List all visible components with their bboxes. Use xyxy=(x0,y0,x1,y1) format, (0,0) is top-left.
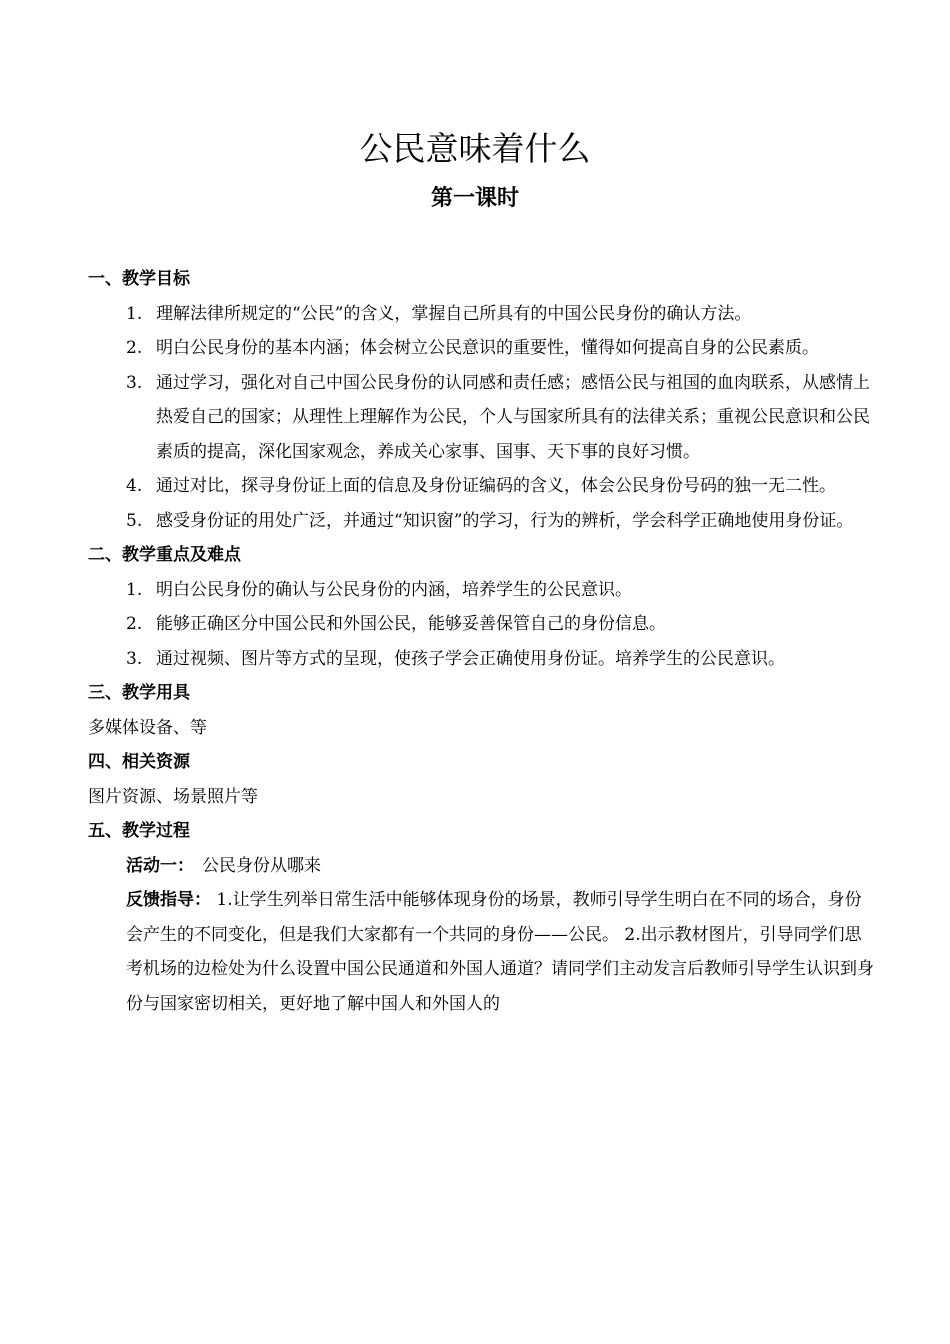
list-item-number: 2. xyxy=(126,338,143,358)
list-item-number: 4. xyxy=(126,476,143,496)
list-item xyxy=(126,366,878,470)
feedback-label: 反馈指导： xyxy=(126,890,211,910)
list-item-number: 3. xyxy=(126,648,143,669)
tools-text: 多媒体设备、等 xyxy=(88,717,207,738)
list-item-text: 理解法律所规定的“公民”的含义，掌握自己所具有的中国公民身份的确认方法。 xyxy=(156,303,752,324)
list-item xyxy=(126,607,878,642)
section-heading-tools: 三、教学用具 xyxy=(88,683,190,703)
activity-text: 公民身份从哪来 xyxy=(202,855,321,876)
goals-list xyxy=(88,297,878,539)
list-item-text: 通过对比，探寻身份证上面的信息及身份证编码的含义，体会公民身份号码的独一无二性。 xyxy=(156,476,836,496)
activity-label: 活动一： xyxy=(126,855,194,876)
section-heading-resources: 四、相关资源 xyxy=(88,752,190,772)
list-item-number: 5. xyxy=(126,510,143,531)
section-heading-goals: 一、教学目标 xyxy=(88,269,190,289)
list-item-number: 2. xyxy=(126,614,143,634)
document-body xyxy=(88,262,878,1021)
list-item-text: 通过学习，强化对自己中国公民身份的认同感和责任感；感悟公民与祖国的血肉联系，从感情上热爱自己的国家；从理性上理解作为公民，个人与国家所具有的法律关系；重视公民意识和公民素质的提高，深化国家观念，养成关心家事、国事、天下事的良好习惯。 xyxy=(156,372,870,462)
list-item-text: 感受身份证的用处广泛，并通过“知识窗”的学习，行为的辨析，学会科学正确地使用身份证。 xyxy=(156,510,854,531)
section-heading-process: 五、教学过程 xyxy=(88,821,190,841)
list-item-text: 明白公民身份的基本内涵；体会树立公民意识的重要性，懂得如何提高自身的公民素质。 xyxy=(156,338,819,358)
section-heading-keypoints: 二、教学重点及难点 xyxy=(88,545,241,565)
list-item-number: 1. xyxy=(126,303,143,324)
list-item-text: 能够正确区分中国公民和外国公民，能够妥善保管自己的身份信息。 xyxy=(156,614,666,634)
resources-text: 图片资源、场景照片等 xyxy=(88,786,258,807)
list-item-number: 1. xyxy=(126,579,143,600)
list-item xyxy=(126,297,878,332)
page-title: 公民意味着什么 xyxy=(359,129,591,168)
page-subtitle: 第一课时 xyxy=(430,186,519,211)
list-item-text: 明白公民身份的确认与公民身份的内涵，培养学生的公民意识。 xyxy=(156,579,632,600)
list-item xyxy=(126,573,878,608)
list-item xyxy=(126,469,878,504)
keypoints-list xyxy=(88,573,878,677)
feedback-paragraph xyxy=(88,883,878,1021)
activity-line xyxy=(88,849,878,884)
list-item-text: 通过视频、图片等方式的呈现，使孩子学会正确使用身份证。培养学生的公民意识。 xyxy=(156,648,785,669)
list-item-number: 3. xyxy=(126,372,143,393)
list-item xyxy=(126,504,878,539)
feedback-text: 1.让学生列举日常生活中能够体现身份的场景，教师引导学生明白在不同的场合，身份会产生的不同变化，但是我们大家都有一个共同的身份——公民。 2.出示教材图片，引导同学们思考机场的边检处为什么设置中国公民通道和外国人通道？请同学们主动发言后教师引导学生认识到身份与国家密切相关，更好地了解中国人和外国人的 xyxy=(126,890,874,1014)
list-item xyxy=(126,331,878,366)
list-item xyxy=(126,642,878,677)
